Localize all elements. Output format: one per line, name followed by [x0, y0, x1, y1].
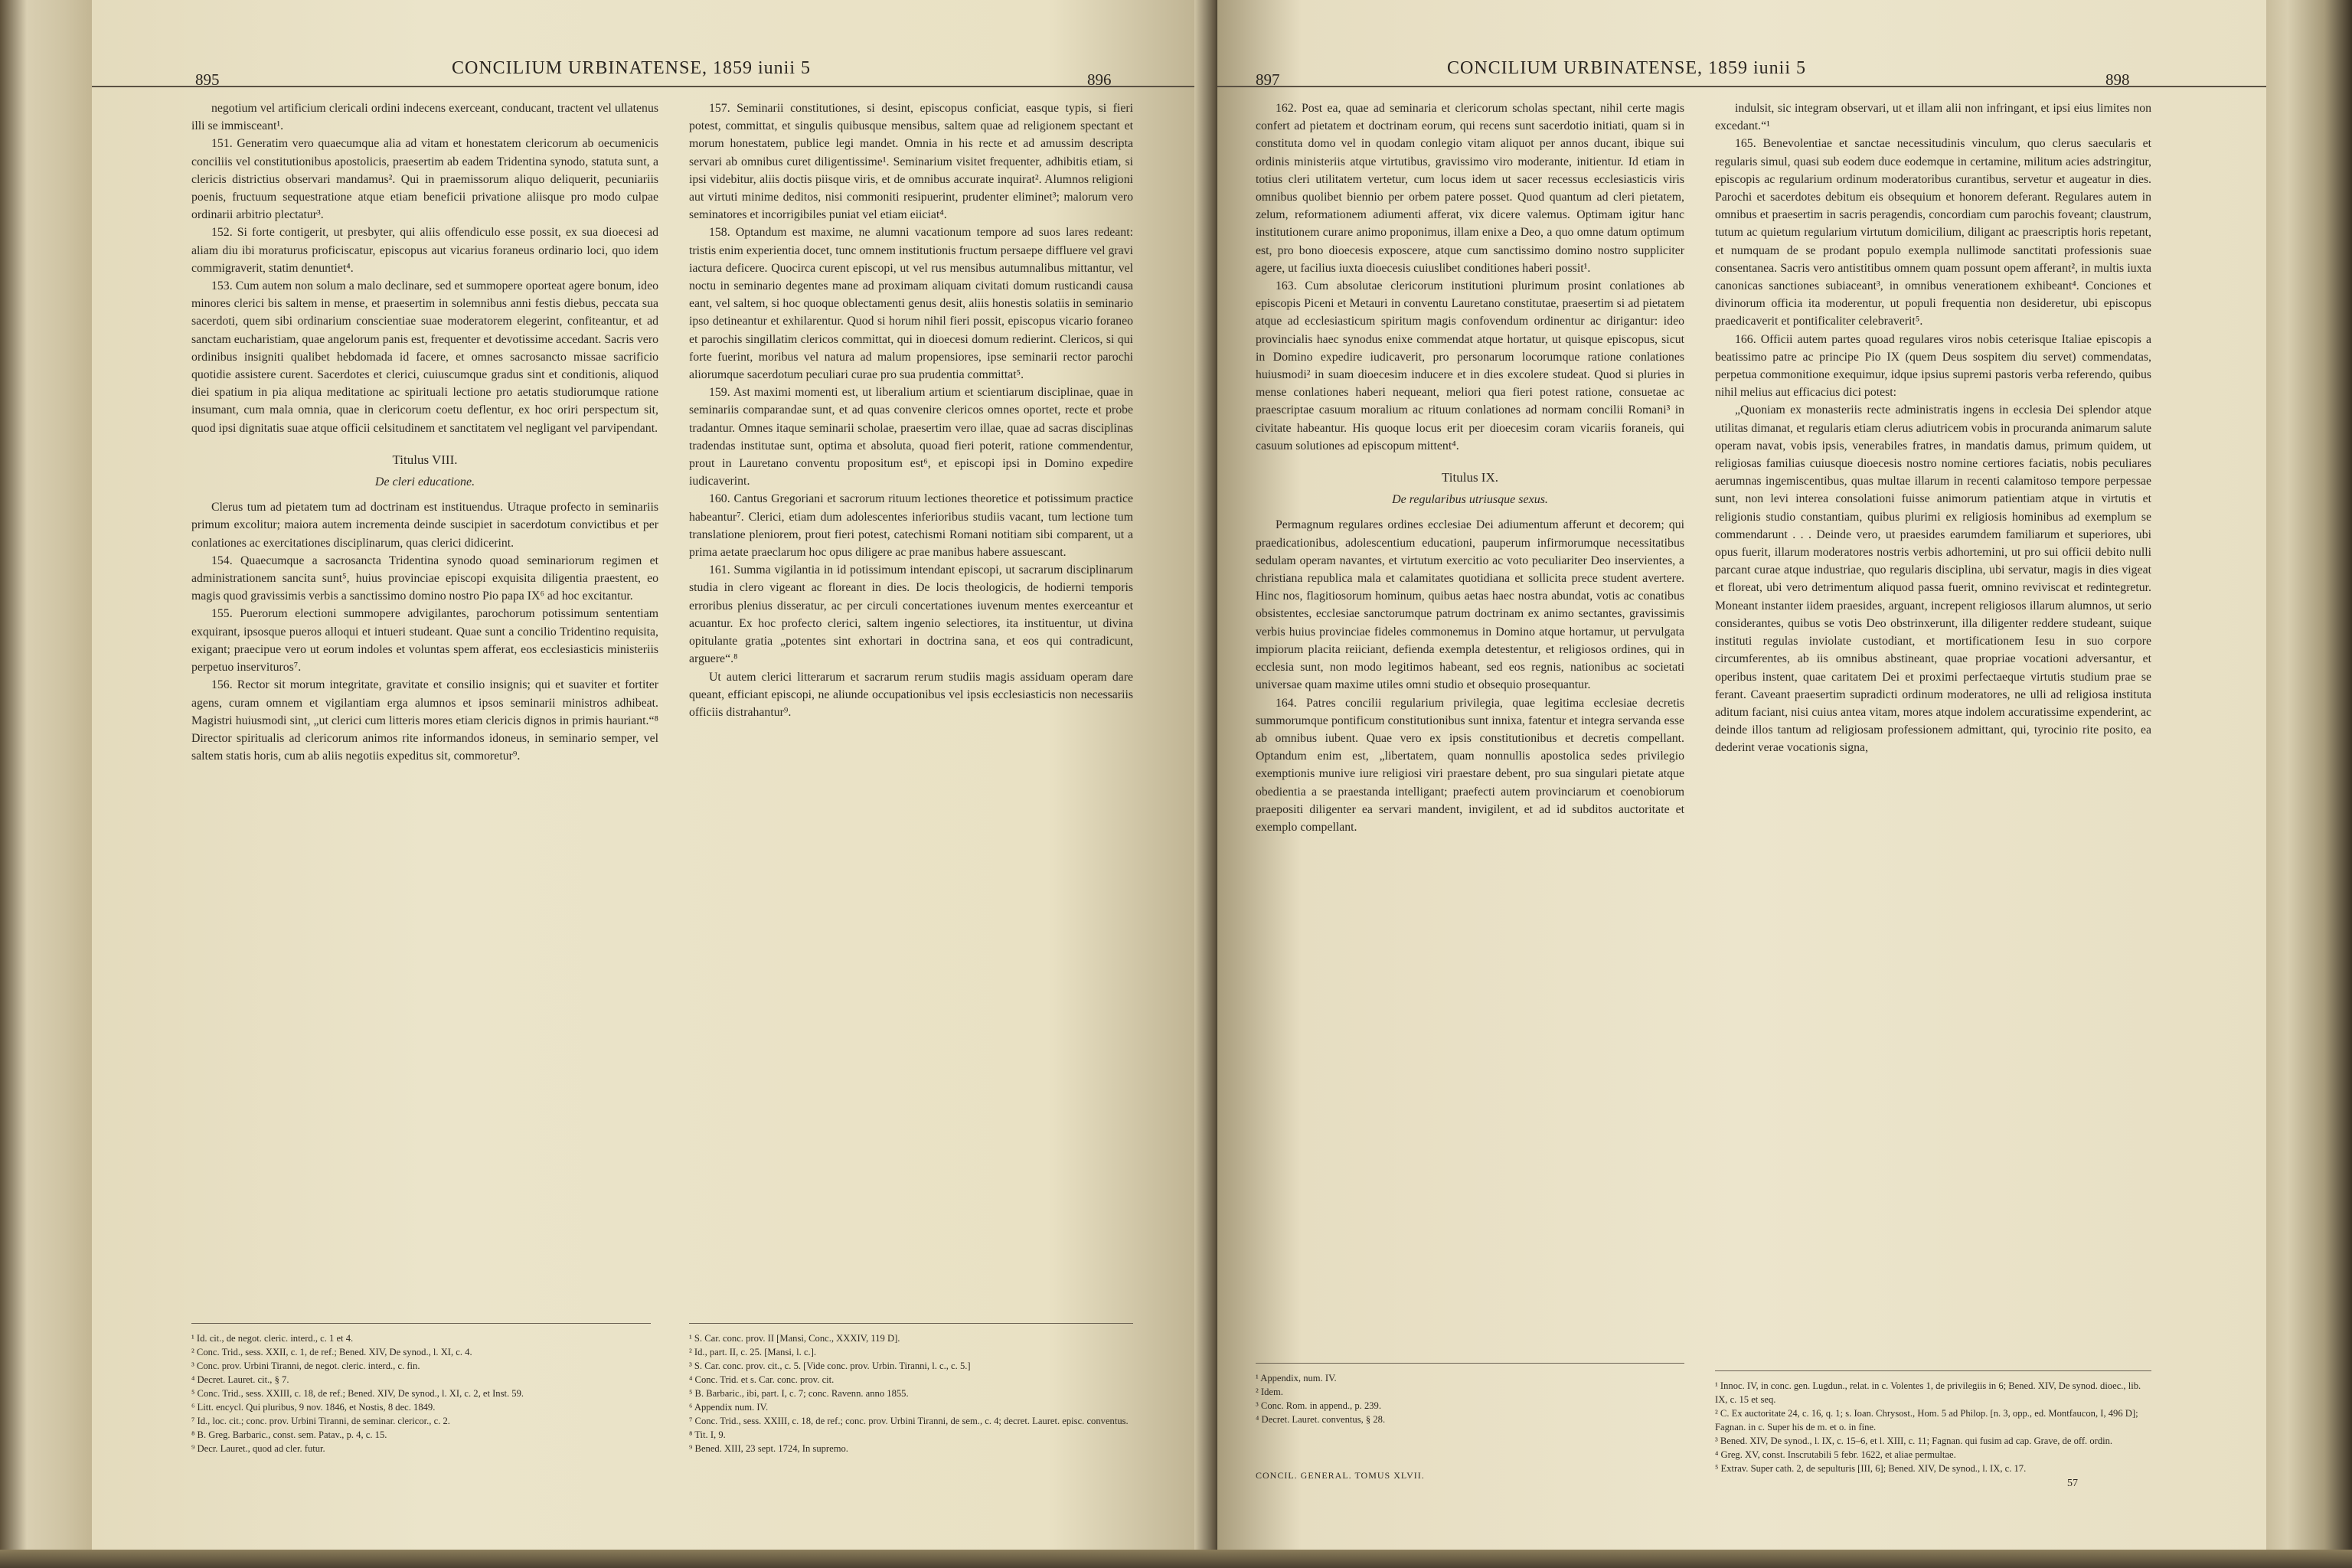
folio-number: 57 — [2067, 1478, 2078, 1489]
footnote: ² Idem. — [1256, 1387, 1283, 1397]
paragraph: 152. Si forte contigerit, ut presbyter, qui aliis offendiculo esse possit, ex sua dioecesi ad aliam diu ibi moraturus proficiscatur, episcopus aut vicarius foraneus ordinario loci, quo idem commigraverit, statim denuntiet⁴. — [191, 226, 658, 275]
running-title: CONCILIUM URBINATENSE, 1859 iunii 5 — [452, 58, 812, 78]
paragraphs — [191, 100, 658, 437]
page-number: 897 — [1256, 70, 1280, 89]
paragraph: 155. Puerorum electioni summopere advigilantes, parochorum potissimum sententiam exquirant, ipsosque pueros alloqui et intueri studeant. Quae sunt a concilio Tridentino requisita, exigant; praecipue vero ut eorum indoles et voluntas spem afferat, eos ecclesiasticis ministeriis perpetuo inservituros⁷. — [191, 607, 658, 675]
footnote: ⁸ Tit. I, 9. — [689, 1429, 726, 1440]
footnote: ⁶ Appendix num. IV. — [689, 1402, 769, 1413]
footnote: ¹ Innoc. IV, in conc. gen. Lugdun., relat. in c. Volentes 1, de privilegiis in 6; Bened. XIV, De synod. dioec., lib. IX, c. 15 et seq. — [1715, 1380, 2141, 1405]
footnote: ⁹ Bened. XIII, 23 sept. 1724, In supremo. — [689, 1443, 848, 1454]
page-number: 896 — [1087, 70, 1112, 89]
paragraph: 153. Cum autem non solum a malo declinare, sed et summopere oporteat agere bonum, ideo minores clerici bis saltem in mense, et praesertim in solemnibus anni festis diebus, peccata sua sacerdoti, quem sibi ordinarium conscientiae suae moderatorem elegerint, confiteantur, et ad sanctam eucharistiam, quae angelorum panis est, frequenter et devotissime accedant. Sacris vero ordinibus insigniti qualibet hebdomada id facere, et omnes sacrosancto missae sacrificio quotidie assistere curent. Sacerdotes et clerici, cuiuscumque gradus sint et conditionis, aliquod diei spatium in pia aliqua meditatione ac spirituali lectione pro aetatis studiorumque ratione insumant, cum mala omnia, quae in clericorum coetu deflentur, ex hoc oriri perspectum sit, quod ipsi dignitatis suae atque officii celsitudinem et sanctitatem vel negligant vel parvipendant. — [191, 279, 658, 435]
left-page-header — [92, 47, 1217, 87]
section-subtitle: De regularibus utriusque sexus. — [1392, 493, 1548, 507]
paragraph: negotium vel artificium clericali ordini indecens exerceant, conducant, tractent vel ullatenus illi se immisceant¹. — [191, 102, 658, 133]
paragraphs — [1256, 100, 1684, 455]
footnotes-col-1 — [1256, 1363, 1684, 1426]
footnote: ⁵ Extrav. Super cath. 2, de sepulturis [III, 6]; Bened. XIV, De synod., l. IX, c. 17. — [1715, 1463, 2027, 1474]
running-title: CONCILIUM URBINATENSE, 1859 iunii 5 — [1447, 58, 1807, 78]
section-title: Titulus IX. — [1441, 470, 1498, 485]
paragraph: Permagnum regulares ordines ecclesiae Dei adiumentum afferunt et decorem; qui praedicationibus, adolescentium educationi, pauperum infirmorumque necessitatibus sedulam operam navantes, et virtutum exercitio ac voto peculiariter Deo inservientes, a christiana republica mala et calamitates quotidiana et sollicita prece student avertere. Hinc nos, flagitiosorum hominum, quibus aetas haec nostra abundat, votis ac conatibus obsistentes, ecclesiae sanctorumque patrum doctrinam ex animo sectantes, gravissimis verbis huius provinciae fideles commonemus in Domino atque hortamur, ut pervulgata impiorum placita reiiciant, defienda exempla detestentur, et religiosos ordines, qui in ecclesia sunt, non modo legitimos habeant, sed eos regnis, nationibus ac societati universae quam maxime utiles omni studio et obsequio prosequantur. — [1256, 518, 1684, 692]
paragraph: Ut autem clerici litterarum et sacrarum rerum studiis magis assiduam operam dare queant, efficiant episcopi, ne aliunde occupationibus vel ipsis ecclesiasticis non necessariis officiis distrahantur⁹. — [689, 670, 1133, 719]
footnote: ² Id., part. II, c. 25. [Mansi, l. c.]. — [689, 1347, 817, 1357]
footnote: ¹ S. Car. conc. prov. II [Mansi, Conc., XXXIV, 119 D]. — [689, 1333, 900, 1344]
page-stack-right — [2260, 0, 2352, 1568]
footnote: ⁴ Decret. Lauret. conventus, § 28. — [1256, 1414, 1386, 1425]
paragraphs — [1256, 516, 1684, 836]
section-subtitle: De cleri educatione. — [374, 475, 475, 489]
footnote: ⁷ Id., loc. cit.; conc. prov. Urbini Tiranni, de seminar. clericor., c. 2. — [191, 1416, 450, 1426]
paragraph: 166. Officii autem partes quoad regulares viros nobis ceterisque Italiae episcopis a beatissimo patre ac principe Pio IX (quem Deus sospitem diu servet) commendatas, perpetua commonitione exequimur, idque ipsius supremi pastoris verba referendo, quibus nihil melius aut efficacius dici potest: — [1715, 332, 2151, 400]
paragraph: 163. Cum absolutae clericorum institutioni plurimum prosint conlationes ab episcopis Piceni et Metauri in conventu Lauretano constitutae, praesertim si ad pietatem atque ad ecclesiasticum spiritum magis confovendum ordinentur ac dirigantur: ideo provincialis haec synodus enixe commendat atque hortatur, ut quisque episcopus, sicut in Domino expedire iudicaverit, pro personarum locorumque ratione conlationes huiusmodi² in suam dioecesim inducere et in dies excolere studeat. Quod si pluries in mense conlationes haberi nequeant, meliori qua fieri potest ratione, consuetae ac praescriptae casuum moralium ac rituum conlationes ad normam concilii Romani³ in civitate habeantur. His quoque locus erit per dioecesim coram vicariis foraneis, qui casuum solutiones ad episcopum mittent⁴. — [1256, 279, 1684, 452]
paragraph: 154. Quaecumque a sacrosancta Tridentina synodo quoad seminariorum regimen et administrationem sancita sunt⁵, huius provinciae episcopi exquisita diligentia praestent, eo magis quod gravissimis verbis a sanctissimo domino nostro Pio papa IX⁶ ad hoc excitantur. — [191, 554, 658, 603]
paragraphs — [1715, 100, 2151, 757]
footnotes-col-2 — [1715, 1370, 2151, 1475]
footnote: ⁹ Decr. Lauret., quod ad cler. futur. — [191, 1443, 325, 1454]
paragraph: 159. Ast maximi momenti est, ut liberalium artium et scientiarum disciplinae, quae in seminariis comparandae sunt, et ad quas convenire clericos omnes oportet, recte et probe tradantur. Omnes itaque seminarii scholae, praesertim vero illae, quae ad sacras disciplinas tradendas institutae sunt, optima et absoluta, quoad fieri poterit, ratione commendentur, prout in Lauretano conventu propositum est⁶, et episcopi ipsi in Domino expedire iudicaverint. — [689, 386, 1133, 488]
paragraph: „Quoniam ex monasteriis recte administratis ingens in ecclesia Dei splendor atque utilitas dimanat, et regularis etiam clerus adiutricem vobis in procuranda animarum salute operam navat, vobis ipsis, venerabiles fratres, in mandatis damus, primum quidem, ut religiosas familias cuiusque dioecesis nostro nomine certiores faciatis, nobis peculiares aerumnas ingemiscentibus, quas multae illarum in recenti calamitoso tempore perpessae sunt, non levi intereа consolationi fuisse animorum patientiam atque in virtutis et religionis studio constantiam, quibus plurimi ex religiosis hominibus ad exemplum se commendarunt . . . Deinde vero, ut praesides earumdem familiarum et superiores, ubi opus fuerit, illarum moderatores nostris verbis adhortemini, ut pro sui officii debito nulli parcant curae atque industriae, quo regularis disciplina, ubi servatur, magis in dies vigeat et floreat, ubi vero detrimentum aliquod passa fuerit, omnino reviviscat et redintegretur. Moneant instanter iidem praesides, arguant, increpent religiosos illarum alumnos, ut serio considerantes, quibus se votis Deo obstrinxerunt, illa diligenter reddere studeant, suique instituti regulas inviolate custodiant, et mortificationem Iesu in suo corpore circumferentes, ab iis omnibus abstineant, quae propriae vocationi adversantur, et operibus instent, quae caritatem Dei et proximi perfectaeque virtutis studium prae se ferant. Caveant praesertim supradicti ordinum moderatores, ne ulli ad religiosa instituta aditum faciant, nisi cuius antea vitam, mores atque indolem accuratissime expenderint, ac deinde illos tantum ad religiosam professionem admittant, qui, tyrocinio rite posito, ea dederint verae vocationis signa, — [1715, 403, 2151, 755]
paragraphs — [689, 100, 1133, 721]
paragraph: 158. Optandum est maxime, ne alumni vacationum tempore ad suos lares redeant: tristis enim experientia docet, tunc omnem institutionis fructum persaepe diffluere vel gravi iactura deficere. Quocirca curent episcopi, ut vel rus mensibus autumnalibus mittantur, vel noctu in seminario degentes mane ad proximam aliquam civitati domum rusticandi causa eant, vel saltem, si hoc quoque oblectamenti genus desit, aliis honestis solatiis in seminario ipso detineantur et exhilarentur. Quod si horum nihil fieri possit, episcopus vicario foraneo et parochis singillatim clericos committat, qui in dioecesi domum redierint. Clericos, si qui forte fuerint, moribus vel natura ad malum propensiores, ipse seminarii rector parochi aliorumque sacerdotum peculiari curae pro sua prudentia committat⁵. — [689, 226, 1133, 382]
footnote: ² C. Ex auctoritate 24, c. 16, q. 1; s. Ioan. Chrysost., Hom. 5 ad Philop. [n. 3, opp., ed. Montfaucon, I, 496 D]; Fagnan. in c. Super his de m. et o. in fine. — [1715, 1408, 2138, 1432]
footnote: ⁴ Decret. Lauret. cit., § 7. — [191, 1374, 289, 1385]
table-edge — [0, 1550, 2352, 1568]
paragraph: 157. Seminarii constitutiones, si desint, episcopus conficiat, easque typis, si fieri potest, committat, et singulis quibusque mensibus, saltem quae ad religionem spectant et morum honestatem, publice legi mandet. Omnia in his recte et ad amussim descripta servari ab omnibus curet diligentissime¹. Seminarium visitet frequenter, adhibitis etiam, si ipsi videbitur, aliis doctis piisque viris, et de omnibus accurate inquirat². Alumnos religioni aut virtuti minime deditos, nisi commoniti resipuerint, prudenter eliminet³; malorum vero seminatores et incorrigibiles puniat vel etiam eiiciat⁴. — [689, 102, 1133, 222]
left-column-2 — [689, 100, 1133, 721]
paragraph: 164. Patres concilii regularium privilegia, quae legitima ecclesiae decretis summorumque pontificum constitutionibus sunt innixa, fatentur et integra servanda esse ab omnibus iubent. Quae vero ex ipsis constitutionibus et decretis compellant. Optandum enim est, „libertatem, quam nonnullis apostolica sedes privilegio exemptionis munive iure religiosi viri praestare debent, pro sua singulari pietate atque obedientia a se praestanda intelligant; praefecti autem provinciarum et coenobiorum praepositi diligenter ea servari mandent, invigilent, et ad id subditos auctoritate et exemplo compellant. — [1256, 696, 1684, 834]
footnote: ¹ Id. cit., de negot. cleric. interd., c. 1 et 4. — [191, 1333, 354, 1344]
page-number: 895 — [195, 70, 220, 89]
left-page — [92, 0, 1217, 1554]
footnote: ⁴ Greg. XV, const. Inscrutabili 5 febr. 1622, et aliae permultae. — [1715, 1449, 1956, 1460]
paragraph: 156. Rector sit morum integritate, gravitate et consilio insignis; qui et suaviter et fortiter agens, curam omnem et vigilantiam erga alumnos et ipsos seminarii ministros adhibeat. Magistri huiusmodi sint, „ut clerici cum litteris mores etiam clericis dignos in primis hauriant.“⁸ Director spiritualis ad clericorum animos rite informandos idoneus, in seminario semper, vel saltem statis horis, cum ab aliis negotiis expeditus sit, commoretur⁹. — [191, 678, 658, 763]
paragraph: 162. Post ea, quae ad seminaria et clericorum scholas spectant, nihil certe magis confert ad pietatem et doctrinam eorum, qui recens sunt sacerdotio initiati, quam si in constituta domo vel in quodam conlegio vitam aliquot per annos ducant, ibique sui ordinis ministeriis atque virtutibus, gravissimo viro moderante, initientur. Id etiam in totius cleri utilitatem vertetur, cum locus idem ut sacer recessus ecclesiasticis viris omnibus quolibet biennio per orbem patere posset. Quod quantum ad cleri pietatem, zelum, reformationem adiumenti afferat, vix dicere valemus. Optimam igitur hanc institutionem curare animo proponimus, illam enixe a Deo, a quo omne datum optimum est, pro bono dioecesis exposcere, atque cum sanctissimo domino nostro suppliciter agere, ut facilius iuxta dioecesis cuiuslibet conditiones haberi possit¹. — [1256, 102, 1684, 275]
footnote: ⁶ Litt. encycl. Qui pluribus, 9 nov. 1846, et Nostis, 8 dec. 1849. — [191, 1402, 436, 1413]
right-page — [1217, 0, 2266, 1554]
volume-signature: CONCIL. GENERAL. TOMUS XLVII. — [1256, 1470, 1425, 1481]
footnote: ⁵ B. Barbaric., ibi, part. I, c. 7; conc. Ravenn. anno 1855. — [689, 1388, 909, 1399]
footnote: ² Conc. Trid., sess. XXII, c. 1, de ref.; Bened. XIV, De synod., l. XI, c. 4. — [191, 1347, 472, 1357]
footnote: ⁴ Conc. Trid. et s. Car. conc. prov. cit. — [689, 1374, 835, 1385]
right-page-header — [1217, 47, 2266, 87]
footnote: ⁸ B. Greg. Barbaric., const. sem. Patav., p. 4, c. 15. — [191, 1429, 387, 1440]
footnote: ³ Conc. Rom. in append., p. 239. — [1256, 1400, 1381, 1411]
paragraph: 161. Summa vigilantia in id potissimum intendant episcopi, ut sacrarum disciplinarum studia in clero vigeant ac floreant in dies. De locis theologicis, de hodierni temporis erroribus plenius disseratur, ac per circuli concertationes iuvenum mentes exerceantur et acuantur. Ex hoc profecto clerici, saltem ingenio selectiores, ita instituentur, ut divina opitulante gratia „potentes sint exhortari in doctrina sana, et eos qui contradicunt, arguere“.⁸ — [689, 564, 1133, 666]
paragraph: 151. Generatim vero quaecumque alia ad vitam et honestatem clericorum ab oecumenicis conciliis vel constitutionibus apostolicis, praesertim ab eadem Tridentina synodo, statuta sunt, a clericis districtius observari mandamus². Qui in praemissorum aliquo deliquerit, pecuniariis poenis, fructuum sequestratione atque etiam beneficii privatione aliisque pro modo culpae ordinarii arbitrio plectatur³. — [191, 137, 658, 222]
paragraph: 160. Cantus Gregoriani et sacrorum rituum lectiones theoretice et potissimum practice habeantur⁷. Clerici, etiam dum adolescentes inferioribus studiis vacant, tum lectione tum translatione pleniorem, prout fieri potest, catechismi Romani notitiam sibi comparent, ut a prima aetate praeclarum hoc opus diligere ac prae manibus habere assuescant. — [689, 492, 1133, 560]
footnotes-col-2 — [689, 1323, 1133, 1455]
footnotes-col-1 — [191, 1323, 651, 1455]
footnote: ⁵ Conc. Trid., sess. XXIII, c. 18, de ref.; Bened. XIV, De synod., l. XI, c. 2, et Inst. 59. — [191, 1388, 524, 1399]
paragraph: indulsit, sic integram observari, ut et illam alii non infringant, et ipsi eius limites non excedant.“¹ — [1715, 102, 2151, 133]
paragraphs — [191, 498, 658, 765]
paragraph: Clerus tum ad pietatem tum ad doctrinam est instituendus. Utraque profecto in seminariis primum excolitur; maiora autem incrementa deinde suscipiet in sacerdotum convictibus et per conlationes ac exercitationes disciplinarum, quas clerici didicerint. — [191, 501, 658, 550]
footnote: ³ S. Car. conc. prov. cit., c. 5. [Vide conc. prov. Urbin. Tiranni, l. c., c. 5.] — [689, 1361, 971, 1371]
paragraph: 165. Benevolentiae et sanctae necessitudinis vinculum, quo clerus saecularis et regularis simul, quasi sub eodem duce eodemque in certamine, militum acies adstringitur, episcopis ac regularium ordinum moderatoribus curantibus, servetur et augeatur in dies. Parochi et sacerdotes debitum eis obsequium et honorem deferant. Regulares autem in omnibus et praesertim in sacris peragendis, concordiam cum parochis foveant; claustrum, tutum ac quietum regularium virtutum domicilium, diligant ac praescriptis horis repetant, et numquam de se prodant populo exempla nullimode sanctitati professionis suae consentanea. Sacris vero antistitibus omnem quam possunt opem afferant², in multis iuxta canonicas sanctiones subiaceant³, in omnibus venerationem exhibeant⁴. Conciones et divinorum officia ita moderentur, ut populi frequentia non desideretur, ubi episcopus praedicaverit et pontificaliter celebraverit⁵. — [1715, 137, 2151, 328]
right-column-2 — [1715, 100, 2151, 757]
page-number: 898 — [2105, 70, 2130, 89]
left-column-1 — [191, 100, 658, 765]
right-column-1 — [1256, 100, 1684, 836]
page-stack-left — [0, 0, 107, 1568]
footnote: ¹ Appendix, num. IV. — [1256, 1373, 1337, 1383]
footnote: ³ Bened. XIV, De synod., l. IX, c. 15–6, et l. XIII, c. 11; Fagnan. qui fusim ad cap. Grave, de off. ordin. — [1715, 1436, 2113, 1446]
footnote: ³ Conc. prov. Urbini Tiranni, de negot. cleric. interd., c. fin. — [191, 1361, 420, 1371]
section-title: Titulus VIII. — [392, 452, 458, 467]
footnote: ⁷ Conc. Trid., sess. XXIII, c. 18, de ref.; conc. prov. Urbini Tiranni, de sem., c. 4; decret. Lauret. episc. conventus. — [689, 1416, 1129, 1426]
